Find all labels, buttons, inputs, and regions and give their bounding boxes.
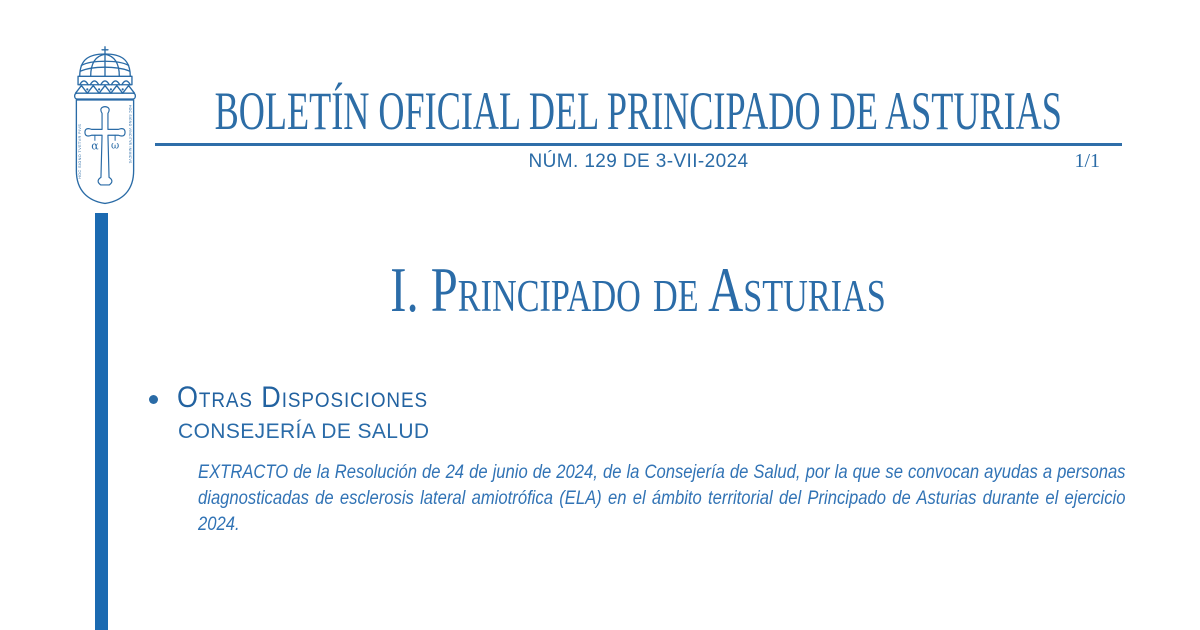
shield-motto-left: HOC SIGNO TVETVR PIVS	[77, 123, 82, 180]
header	[155, 0, 1122, 200]
page-indicator: 1/1	[1074, 150, 1100, 172]
bullet-icon	[149, 395, 158, 404]
entry-extract-text: EXTRACTO de la Resolución de 24 de junio de 2024, de la Consejería de Salud, por la que se convocan ayudas a personas diagnosticadas de esclerosis lateral amiotrófica (ELA) en el ámbito territorial del Principado de Asturias durante el ejercicio 2024.	[198, 462, 1126, 535]
asturias-coat-of-arms-icon	[62, 46, 148, 206]
header-rule	[155, 143, 1122, 146]
shield-motto-right: HOC SIGNO VINCITVR INIMICVS	[128, 104, 132, 164]
crown-icon	[75, 47, 136, 99]
toc-entry	[149, 381, 456, 414]
shield-icon	[76, 100, 133, 204]
entry-category: Otras Disposiciones	[177, 381, 429, 414]
bulletin-title: BOLETÍN OFICIAL DEL PRINCIPADO DE ASTURIAS	[214, 81, 1063, 141]
alpha-pendant-glyph: α	[91, 139, 99, 153]
masthead	[155, 81, 1122, 141]
omega-pendant-glyph: ω	[110, 140, 120, 152]
section-heading-text: I. Principado de Asturias	[390, 254, 887, 325]
section-heading	[155, 254, 1122, 325]
left-accent-bar	[95, 213, 108, 630]
issue-number-date: NÚM. 129 DE 3-VII-2024	[528, 151, 749, 172]
entry-department: CONSEJERÍA DE SALUD	[178, 420, 430, 443]
